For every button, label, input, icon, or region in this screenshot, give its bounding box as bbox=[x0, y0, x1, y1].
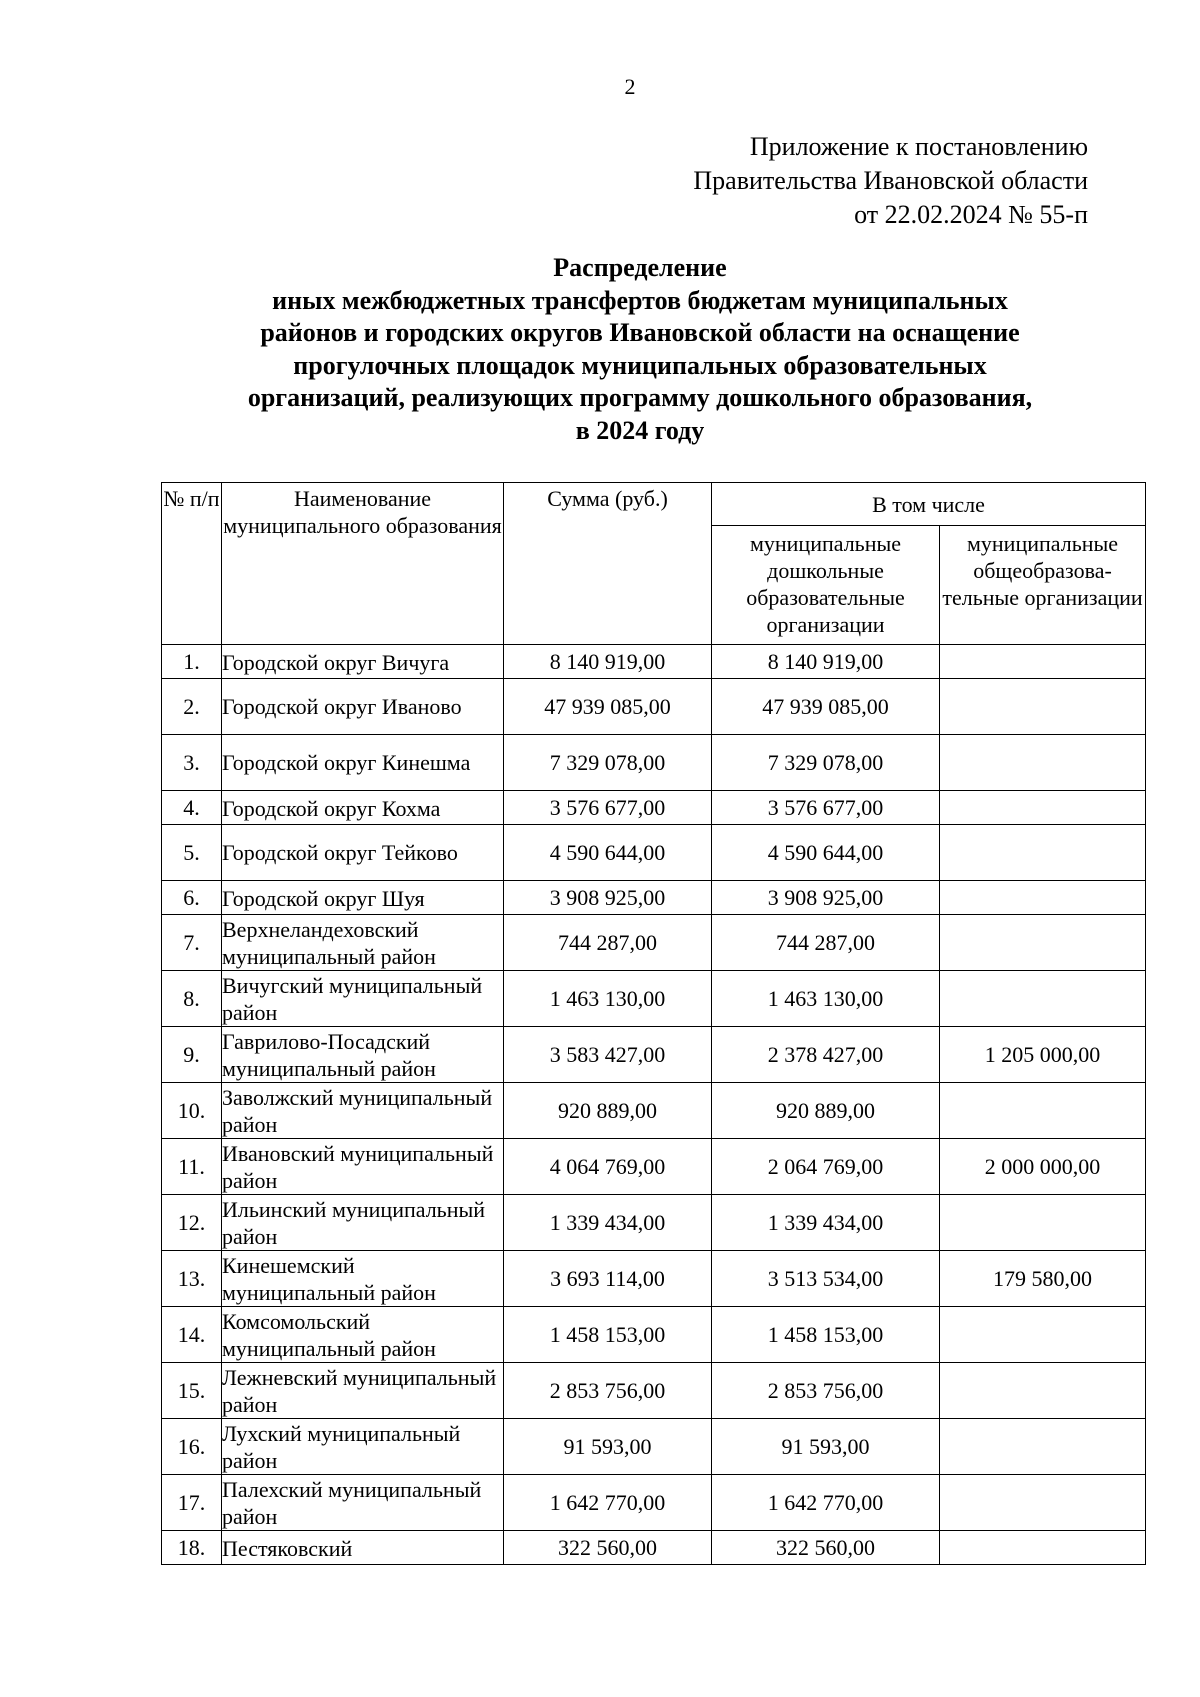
row-municipality-name: Городской округ Кохма bbox=[222, 791, 504, 825]
header-including: В том числе bbox=[712, 483, 1146, 526]
row-general-amount bbox=[940, 645, 1146, 679]
header-preschool-orgs: муниципальные дошкольные образовательные организации bbox=[712, 526, 940, 645]
row-municipality-name: Гаврилово-Посадский муниципальный район bbox=[222, 1027, 504, 1083]
row-preschool-amount: 1 458 153,00 bbox=[712, 1307, 940, 1363]
title-line: прогулочных площадок муниципальных образовательных bbox=[293, 350, 987, 380]
row-preschool-amount: 2 853 756,00 bbox=[712, 1363, 940, 1419]
title-line: организаций, реализующих программу дошкольного образования, bbox=[247, 383, 1033, 412]
row-number: 2. bbox=[162, 679, 222, 735]
row-general-amount bbox=[940, 1475, 1146, 1531]
row-sum: 3 576 677,00 bbox=[504, 791, 712, 825]
row-preschool-amount: 3 513 534,00 bbox=[712, 1251, 940, 1307]
row-general-amount bbox=[940, 1083, 1146, 1139]
row-municipality-name: Городской округ Кинешма bbox=[222, 735, 504, 791]
row-number: 9. bbox=[162, 1027, 222, 1083]
row-sum: 91 593,00 bbox=[504, 1419, 712, 1475]
row-general-amount bbox=[940, 1419, 1146, 1475]
row-preschool-amount: 8 140 919,00 bbox=[712, 645, 940, 679]
table-body bbox=[162, 645, 1146, 1565]
row-number: 18. bbox=[162, 1531, 222, 1565]
row-preschool-amount: 2 064 769,00 bbox=[712, 1139, 940, 1195]
appendix-line-2: Правительства Ивановской области bbox=[693, 166, 1088, 195]
row-municipality-name: Пестяковский bbox=[222, 1531, 504, 1565]
table-row bbox=[162, 915, 1146, 971]
row-municipality-name: Городской округ Шуя bbox=[222, 881, 504, 915]
header-municipality-name: Наименование муниципального образования bbox=[222, 483, 504, 645]
row-number: 4. bbox=[162, 791, 222, 825]
row-sum: 47 939 085,00 bbox=[504, 679, 712, 735]
row-preschool-amount: 4 590 644,00 bbox=[712, 825, 940, 881]
table-row bbox=[162, 1195, 1146, 1251]
row-sum: 744 287,00 bbox=[504, 915, 712, 971]
row-sum: 3 908 925,00 bbox=[504, 881, 712, 915]
table-row bbox=[162, 791, 1146, 825]
title-line: в 2024 году bbox=[575, 415, 705, 445]
row-municipality-name: Кинешемский муниципальный район bbox=[222, 1251, 504, 1307]
row-general-amount bbox=[940, 915, 1146, 971]
row-number: 17. bbox=[162, 1475, 222, 1531]
row-municipality-name: Городской округ Вичуга bbox=[222, 645, 504, 679]
row-sum: 1 458 153,00 bbox=[504, 1307, 712, 1363]
document-title bbox=[160, 252, 1120, 447]
row-number: 3. bbox=[162, 735, 222, 791]
header-number: № п/п bbox=[162, 483, 222, 645]
row-sum: 3 693 114,00 bbox=[504, 1251, 712, 1307]
row-preschool-amount: 744 287,00 bbox=[712, 915, 940, 971]
table-row bbox=[162, 1475, 1146, 1531]
row-sum: 1 339 434,00 bbox=[504, 1195, 712, 1251]
row-number: 6. bbox=[162, 881, 222, 915]
appendix-line-1: Приложение к постановлению bbox=[749, 132, 1088, 161]
row-preschool-amount: 322 560,00 bbox=[712, 1531, 940, 1565]
table-row bbox=[162, 1363, 1146, 1419]
row-preschool-amount: 91 593,00 bbox=[712, 1419, 940, 1475]
row-preschool-amount: 47 939 085,00 bbox=[712, 679, 940, 735]
row-general-amount bbox=[940, 679, 1146, 735]
table-row bbox=[162, 1307, 1146, 1363]
table-row bbox=[162, 1419, 1146, 1475]
allocation-table bbox=[161, 482, 1146, 1565]
table-row bbox=[162, 735, 1146, 791]
row-preschool-amount: 920 889,00 bbox=[712, 1083, 940, 1139]
row-sum: 920 889,00 bbox=[504, 1083, 712, 1139]
row-sum: 4 064 769,00 bbox=[504, 1139, 712, 1195]
row-general-amount bbox=[940, 1531, 1146, 1565]
appendix-line-3: от 22.02.2024 № 55-п bbox=[854, 200, 1088, 229]
row-number: 12. bbox=[162, 1195, 222, 1251]
row-sum: 7 329 078,00 bbox=[504, 735, 712, 791]
row-municipality-name: Вичугский муниципальный район bbox=[222, 971, 504, 1027]
row-general-amount: 179 580,00 bbox=[940, 1251, 1146, 1307]
row-municipality-name: Лухский муниципальный район bbox=[222, 1419, 504, 1475]
row-preschool-amount: 7 329 078,00 bbox=[712, 735, 940, 791]
row-number: 10. bbox=[162, 1083, 222, 1139]
row-municipality-name: Комсомольский муниципальный район bbox=[222, 1307, 504, 1363]
row-number: 1. bbox=[162, 645, 222, 679]
appendix-block bbox=[693, 130, 1088, 232]
row-number: 5. bbox=[162, 825, 222, 881]
row-preschool-amount: 1 339 434,00 bbox=[712, 1195, 940, 1251]
row-municipality-name: Лежневский муниципальный район bbox=[222, 1363, 504, 1419]
table-row bbox=[162, 679, 1146, 735]
row-sum: 4 590 644,00 bbox=[504, 825, 712, 881]
table-row bbox=[162, 971, 1146, 1027]
row-general-amount bbox=[940, 1363, 1146, 1419]
page-number: 2 bbox=[624, 74, 636, 99]
row-preschool-amount: 1 642 770,00 bbox=[712, 1475, 940, 1531]
row-preschool-amount: 3 908 925,00 bbox=[712, 881, 940, 915]
table-row bbox=[162, 825, 1146, 881]
row-general-amount bbox=[940, 735, 1146, 791]
row-preschool-amount: 2 378 427,00 bbox=[712, 1027, 940, 1083]
row-general-amount bbox=[940, 1307, 1146, 1363]
row-municipality-name: Заволжский муниципальный район bbox=[222, 1083, 504, 1139]
row-general-amount bbox=[940, 825, 1146, 881]
row-general-amount bbox=[940, 791, 1146, 825]
row-number: 7. bbox=[162, 915, 222, 971]
row-municipality-name: Городской округ Тейково bbox=[222, 825, 504, 881]
row-municipality-name: Ильинский муниципальный район bbox=[222, 1195, 504, 1251]
row-municipality-name: Верхнеландеховский муниципальный район bbox=[222, 915, 504, 971]
row-sum: 1 463 130,00 bbox=[504, 971, 712, 1027]
row-municipality-name: Палехский муниципальный район bbox=[222, 1475, 504, 1531]
header-sum: Сумма (руб.) bbox=[504, 483, 712, 645]
row-municipality-name: Ивановский муниципальный район bbox=[222, 1139, 504, 1195]
row-sum: 322 560,00 bbox=[504, 1531, 712, 1565]
table-row bbox=[162, 645, 1146, 679]
row-municipality-name: Городской округ Иваново bbox=[222, 679, 504, 735]
row-general-amount bbox=[940, 971, 1146, 1027]
table-row bbox=[162, 1139, 1146, 1195]
header-general-orgs: муниципальные общеобразова-тельные организации bbox=[940, 526, 1146, 645]
title-line: районов и городских округов Ивановской области на оснащение bbox=[260, 318, 1020, 347]
row-general-amount bbox=[940, 881, 1146, 915]
table-row bbox=[162, 1027, 1146, 1083]
row-number: 16. bbox=[162, 1419, 222, 1475]
row-sum: 3 583 427,00 bbox=[504, 1027, 712, 1083]
row-sum: 2 853 756,00 bbox=[504, 1363, 712, 1419]
row-preschool-amount: 1 463 130,00 bbox=[712, 971, 940, 1027]
table-row bbox=[162, 1083, 1146, 1139]
title-line: Распределение bbox=[553, 253, 727, 282]
row-number: 14. bbox=[162, 1307, 222, 1363]
row-general-amount bbox=[940, 1195, 1146, 1251]
row-sum: 8 140 919,00 bbox=[504, 645, 712, 679]
row-general-amount: 1 205 000,00 bbox=[940, 1027, 1146, 1083]
row-number: 13. bbox=[162, 1251, 222, 1307]
table-row bbox=[162, 1531, 1146, 1565]
table-row bbox=[162, 1251, 1146, 1307]
row-preschool-amount: 3 576 677,00 bbox=[712, 791, 940, 825]
row-number: 8. bbox=[162, 971, 222, 1027]
row-number: 15. bbox=[162, 1363, 222, 1419]
row-number: 11. bbox=[162, 1139, 222, 1195]
row-sum: 1 642 770,00 bbox=[504, 1475, 712, 1531]
title-line: иных межбюджетных трансфертов бюджетам муниципальных bbox=[272, 285, 1008, 315]
row-general-amount: 2 000 000,00 bbox=[940, 1139, 1146, 1195]
table-row bbox=[162, 881, 1146, 915]
